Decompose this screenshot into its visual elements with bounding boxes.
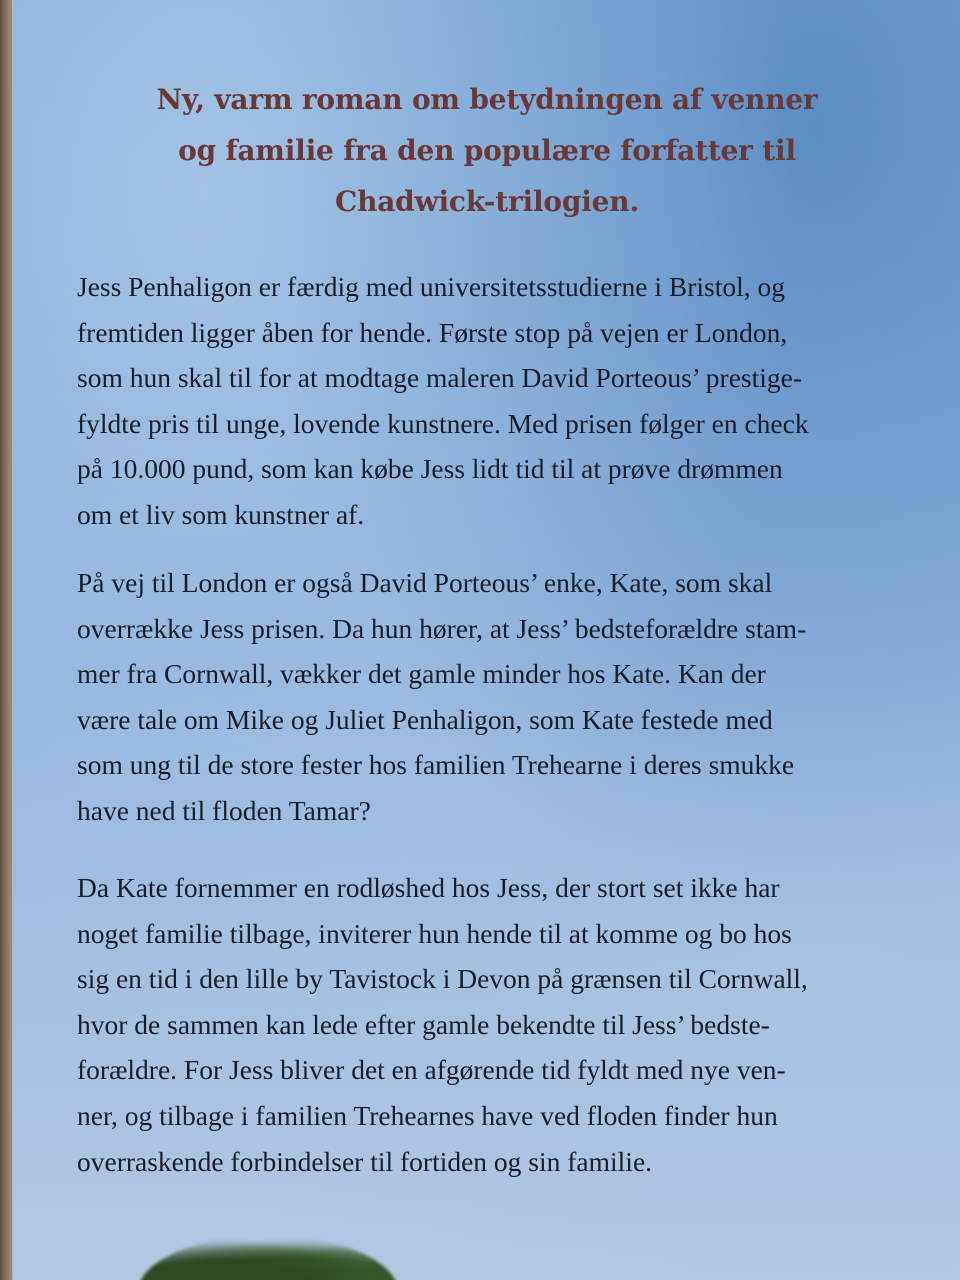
- text-line: mer fra Cornwall, vækker det gamle minder hos Kate. Kan der: [77, 658, 766, 690]
- headline-line: Chadwick-trilogien.: [334, 185, 639, 218]
- book-back-cover: [12, 0, 960, 1280]
- text-line: På vej til London er også David Porteous’ enke, Kate, som skal: [77, 567, 773, 598]
- text-line: som ung til de store fester hos familien Trehearne i deres smukke: [77, 749, 795, 781]
- text-line: overrække Jess prisen. Da hun hører, at Jess’ bedsteforældre stam-: [77, 612, 807, 644]
- tree-canopy-illustration: [138, 1236, 398, 1280]
- paragraph-3: [77, 865, 947, 1184]
- text-line: på 10.000 pund, som kan købe Jess lidt tid til at prøve drømmen: [77, 453, 783, 485]
- text-line: om et liv som kunstner af.: [77, 498, 365, 530]
- text-line: være tale om Mike og Juliet Penhaligon, som Kate festede med: [77, 703, 773, 735]
- text-line: Da Kate fornemmer en rodløshed hos Jess, der stort set ikke har: [77, 872, 780, 903]
- headline-line: og familie fra den populære forfatter til: [178, 134, 796, 167]
- text-line: noget familie tilbage, inviterer hun hende til at komme og bo hos: [77, 917, 792, 949]
- text-line: forældre. For Jess bliver det en afgørende tid fyldt med nye ven-: [77, 1054, 786, 1086]
- text-line: ner, og tilbage i familien Trehearnes have ved floden finder hun: [77, 1099, 778, 1131]
- text-line: have ned til floden Tamar?: [77, 794, 371, 826]
- paragraph-1: [77, 264, 947, 538]
- text-line: overraskende forbindelser til fortiden og sin familie.: [77, 1145, 653, 1177]
- text-line: Jess Penhaligon er færdig med universitetsstudierne i Bristol, og: [77, 271, 786, 302]
- text-line: sig en tid i den lille by Tavistock i Devon på grænsen til Cornwall,: [77, 963, 808, 995]
- text-line: som hun skal til for at modtage maleren David Porteous’ prestige-: [77, 362, 803, 394]
- headline-line: Ny, varm roman om betydningen af venner: [156, 83, 818, 116]
- blurb-headline: [13, 74, 960, 227]
- text-line: fremtiden ligger åben for hende. Første stop på vejen er London,: [77, 316, 788, 348]
- paragraph-2: [77, 560, 947, 834]
- text-line: fyldte pris til unge, lovende kunstnere. Med prisen følger en check: [77, 407, 809, 439]
- text-line: hvor de sammen kan lede efter gamle bekendte til Jess’ bedste-: [77, 1008, 770, 1040]
